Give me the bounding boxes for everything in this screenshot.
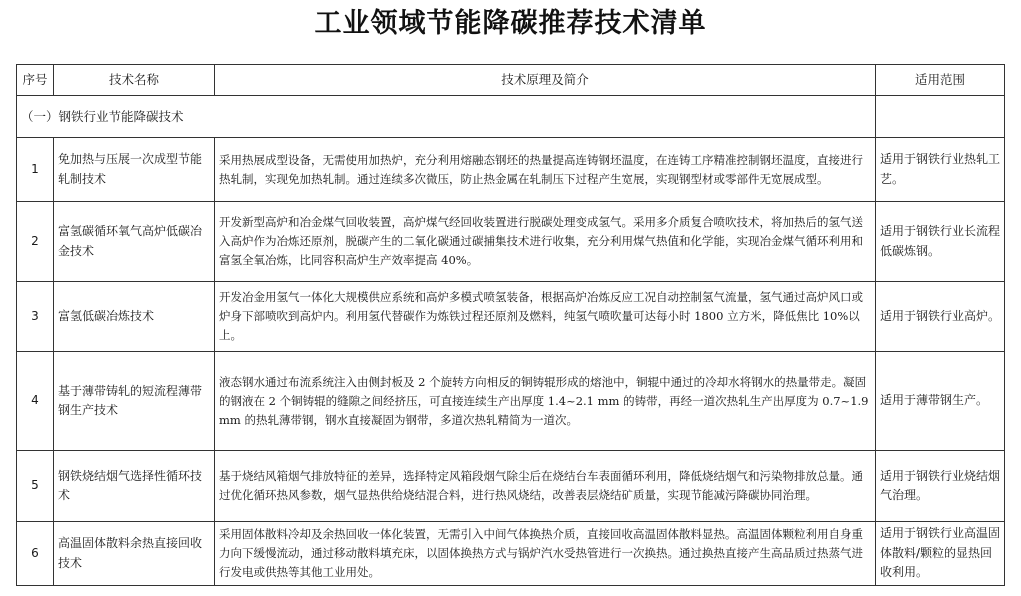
technology-description: 采用固体散料冷却及余热回收一体化装置，无需引入中间气体换热介质，直接回收高温固体散料显热。高温固体颗粒利用自身重力向下缓慢流动，通过移动散料填充床，以固体换热方式与锅炉汽水受热管进行一次换热。通过换热直接产生高品质过热蒸气进行发电或供热等其他工业用处。 — [215, 522, 876, 586]
technology-description: 采用热展成型设备，无需使用加热炉，充分利用熔融态钢坯的热量提高连铸钢坯温度，在连铸工序精准控制钢坯温度，直接进行热轧制，实现免加热轧制。通过连续多次微压，防止热金属在轧制压下过程产生宽展，实现钢型材或零部件无宽展成型。 — [215, 138, 876, 202]
document-title: 工业领域节能降碳推荐技术清单 — [314, 8, 707, 39]
table-row — [17, 451, 1005, 522]
header-desc: 技术原理及简介 — [215, 65, 876, 96]
application-scope: 适用于钢铁行业高炉。 — [876, 282, 1005, 352]
table-row — [17, 202, 1005, 282]
row-number: 4 — [17, 352, 54, 451]
technology-name: 富氢碳循环氧气高炉低碳冶金技术 — [54, 202, 215, 282]
header-name: 技术名称 — [54, 65, 215, 96]
section-row — [17, 96, 1005, 138]
application-scope: 适用于薄带钢生产。 — [876, 352, 1005, 451]
technology-name: 高温固体散料余热直接回收技术 — [54, 522, 215, 586]
table-row — [17, 138, 1005, 202]
technology-name: 富氢低碳冶炼技术 — [54, 282, 215, 352]
technology-name: 钢铁烧结烟气选择性循环技术 — [54, 451, 215, 522]
technology-description: 开发冶金用氢气一体化大规模供应系统和高炉多模式喷氢装备，根据高炉冶炼反应工况自动控制氢气流量，氢气通过高炉风口或炉身下部喷吹到高炉内。利用氢代替碳作为炼铁过程还原剂及燃料，纯氢气喷吹量可达每小时 1800 立方米，降低焦比 10%以上。 — [215, 282, 876, 352]
table-row — [17, 352, 1005, 451]
table-row — [17, 282, 1005, 352]
application-scope: 适用于钢铁行业长流程低碳炼钢。 — [876, 202, 1005, 282]
technology-description: 开发新型高炉和冶金煤气回收装置，高炉煤气经回收装置进行脱碳处理变成氢气。采用多介质复合喷吹技术，将加热后的氢气送入高炉作为冶炼还原剂，脱碳产生的二氧化碳通过碳捕集技术进行收集，充分利用煤气热值和化学能，实现冶金煤气循环利用和富氢全氧冶炼，比同容积高炉生产效率提高 40%。 — [215, 202, 876, 282]
technology-description: 基于烧结风箱烟气排放特征的差异，选择特定风箱段烟气除尘后在烧结台车表面循环利用，降低烧结烟气和污染物排放总量。通过优化循环热风参数，烟气显热供给烧结混合料，进行热风烧结，改善表层烧结矿质量，实现节能减污降碳协同治理。 — [215, 451, 876, 522]
application-scope: 适用于钢铁行业高温固体散料/颗粒的显热回收利用。 — [876, 522, 1005, 586]
header-row — [17, 65, 1005, 96]
row-number: 5 — [17, 451, 54, 522]
header-no: 序号 — [17, 65, 54, 96]
technology-name: 免加热与压展一次成型节能轧制技术 — [54, 138, 215, 202]
row-number: 1 — [17, 138, 54, 202]
application-scope: 适用于钢铁行业烧结烟气治理。 — [876, 451, 1005, 522]
technology-description: 液态钢水通过布流系统注入由侧封板及 2 个旋转方向相反的铜铸辊形成的熔池中，铜辊中通过的冷却水将钢水的热量带走。凝固的钢液在 2 个铜铸辊的缝隙之间经挤压，可直接连续生产出厚度 1.4~2.1 mm 的铸带，再经一道次热轧生产出厚度为 0.7~1.9 mm 的热轧薄带钢，钢水直接凝固为钢带，多道次热轧精简为一道次。 — [215, 352, 876, 451]
section-empty-cell — [876, 96, 1005, 138]
technology-name: 基于薄带铸轧的短流程薄带钢生产技术 — [54, 352, 215, 451]
section-title: （一）钢铁行业节能降碳技术 — [17, 96, 876, 138]
table-row — [17, 522, 1005, 586]
header-scope: 适用范围 — [876, 65, 1005, 96]
row-number: 6 — [17, 522, 54, 586]
row-number: 3 — [17, 282, 54, 352]
application-scope: 适用于钢铁行业热轧工艺。 — [876, 138, 1005, 202]
technology-table — [16, 64, 1005, 586]
row-number: 2 — [17, 202, 54, 282]
